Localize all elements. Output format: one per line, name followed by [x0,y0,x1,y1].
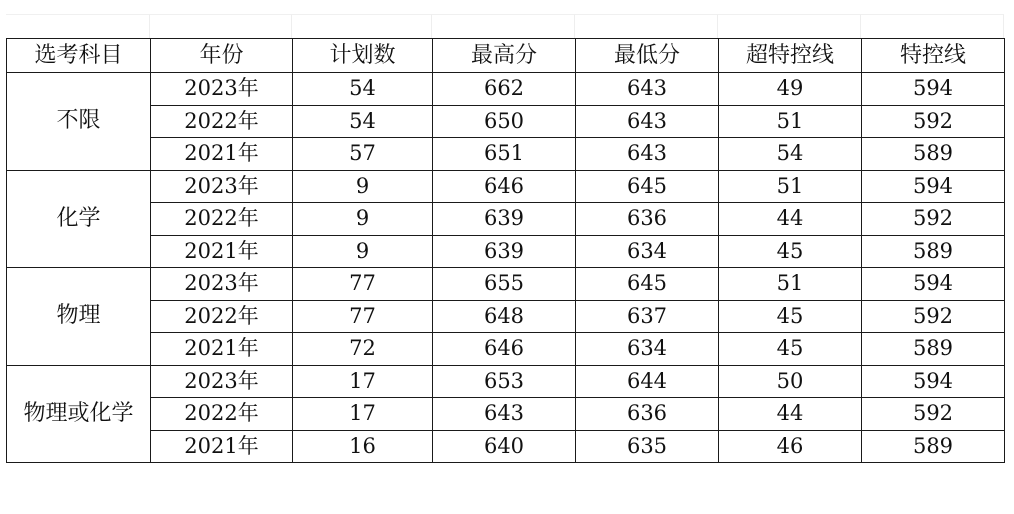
cell-plan-count: 17 [293,398,433,431]
cell-subject: 物理或化学 [7,365,151,463]
grid-cell [6,14,150,38]
cell-control-line: 589 [862,138,1005,171]
cell-min-score: 644 [576,365,719,398]
cell-plan-count: 9 [293,203,433,236]
cell-max-score: 639 [433,235,576,268]
cell-year: 2022年 [151,203,293,236]
cell-subject: 物理 [7,268,151,366]
grid-cell [150,14,292,38]
cell-plan-count: 16 [293,430,433,463]
cell-above-line: 45 [719,235,862,268]
table-body [7,73,1005,463]
header-max-score: 最高分 [433,39,576,73]
cell-control-line: 594 [862,268,1005,301]
table-row [7,365,1005,398]
table-row [7,333,1005,366]
cell-above-line: 49 [719,73,862,106]
cell-plan-count: 57 [293,138,433,171]
cell-year: 2022年 [151,398,293,431]
cell-control-line: 589 [862,235,1005,268]
header-control-line: 特控线 [862,39,1005,73]
table-row [7,203,1005,236]
cell-year: 2022年 [151,105,293,138]
cell-year: 2021年 [151,430,293,463]
cell-control-line: 589 [862,333,1005,366]
cell-min-score: 645 [576,170,719,203]
cell-plan-count: 77 [293,300,433,333]
grid-cell [292,14,432,38]
cell-plan-count: 54 [293,73,433,106]
cell-max-score: 655 [433,268,576,301]
cell-control-line: 592 [862,203,1005,236]
cell-subject: 不限 [7,73,151,171]
header-subject: 选考科目 [7,39,151,73]
cell-min-score: 635 [576,430,719,463]
table-row [7,138,1005,171]
cell-above-line: 54 [719,138,862,171]
cell-max-score: 662 [433,73,576,106]
cell-max-score: 646 [433,170,576,203]
cell-subject: 化学 [7,170,151,268]
header-row [7,39,1005,73]
cell-above-line: 51 [719,170,862,203]
cell-year: 2021年 [151,138,293,171]
spreadsheet-gridlines [6,14,1004,38]
table-row [7,170,1005,203]
cell-min-score: 645 [576,268,719,301]
cell-max-score: 640 [433,430,576,463]
cell-plan-count: 9 [293,235,433,268]
cell-max-score: 650 [433,105,576,138]
cell-max-score: 648 [433,300,576,333]
cell-plan-count: 17 [293,365,433,398]
cell-min-score: 636 [576,398,719,431]
grid-cell [432,14,575,38]
cell-control-line: 592 [862,398,1005,431]
cell-above-line: 44 [719,203,862,236]
cell-control-line: 589 [862,430,1005,463]
cell-plan-count: 54 [293,105,433,138]
table-header [7,39,1005,73]
cell-control-line: 592 [862,300,1005,333]
cell-min-score: 637 [576,300,719,333]
cell-above-line: 44 [719,398,862,431]
cell-above-line: 51 [719,105,862,138]
cell-min-score: 643 [576,73,719,106]
cell-max-score: 646 [433,333,576,366]
grid-cell [861,14,1004,38]
grid-cell [718,14,861,38]
cell-year: 2023年 [151,73,293,106]
cell-control-line: 594 [862,365,1005,398]
header-plan-count: 计划数 [293,39,433,73]
cell-plan-count: 77 [293,268,433,301]
cell-above-line: 50 [719,365,862,398]
cell-min-score: 636 [576,203,719,236]
cell-year: 2023年 [151,365,293,398]
table-row [7,268,1005,301]
cell-plan-count: 72 [293,333,433,366]
table-row [7,398,1005,431]
cell-max-score: 643 [433,398,576,431]
cell-control-line: 594 [862,170,1005,203]
cell-max-score: 639 [433,203,576,236]
cell-above-line: 46 [719,430,862,463]
cell-control-line: 594 [862,73,1005,106]
cell-year: 2021年 [151,235,293,268]
cell-above-line: 45 [719,300,862,333]
cell-min-score: 643 [576,138,719,171]
cell-min-score: 634 [576,333,719,366]
table-row [7,105,1005,138]
grid-cell [575,14,718,38]
cell-year: 2023年 [151,170,293,203]
admission-scores-table [6,38,1005,463]
header-year: 年份 [151,39,293,73]
cell-year: 2021年 [151,333,293,366]
cell-above-line: 45 [719,333,862,366]
table-row [7,235,1005,268]
cell-year: 2023年 [151,268,293,301]
header-above-line: 超特控线 [719,39,862,73]
table-row [7,430,1005,463]
header-min-score: 最低分 [576,39,719,73]
cell-control-line: 592 [862,105,1005,138]
cell-min-score: 634 [576,235,719,268]
cell-max-score: 653 [433,365,576,398]
table-row [7,73,1005,106]
cell-plan-count: 9 [293,170,433,203]
cell-min-score: 643 [576,105,719,138]
cell-max-score: 651 [433,138,576,171]
table-row [7,300,1005,333]
cell-above-line: 51 [719,268,862,301]
cell-year: 2022年 [151,300,293,333]
